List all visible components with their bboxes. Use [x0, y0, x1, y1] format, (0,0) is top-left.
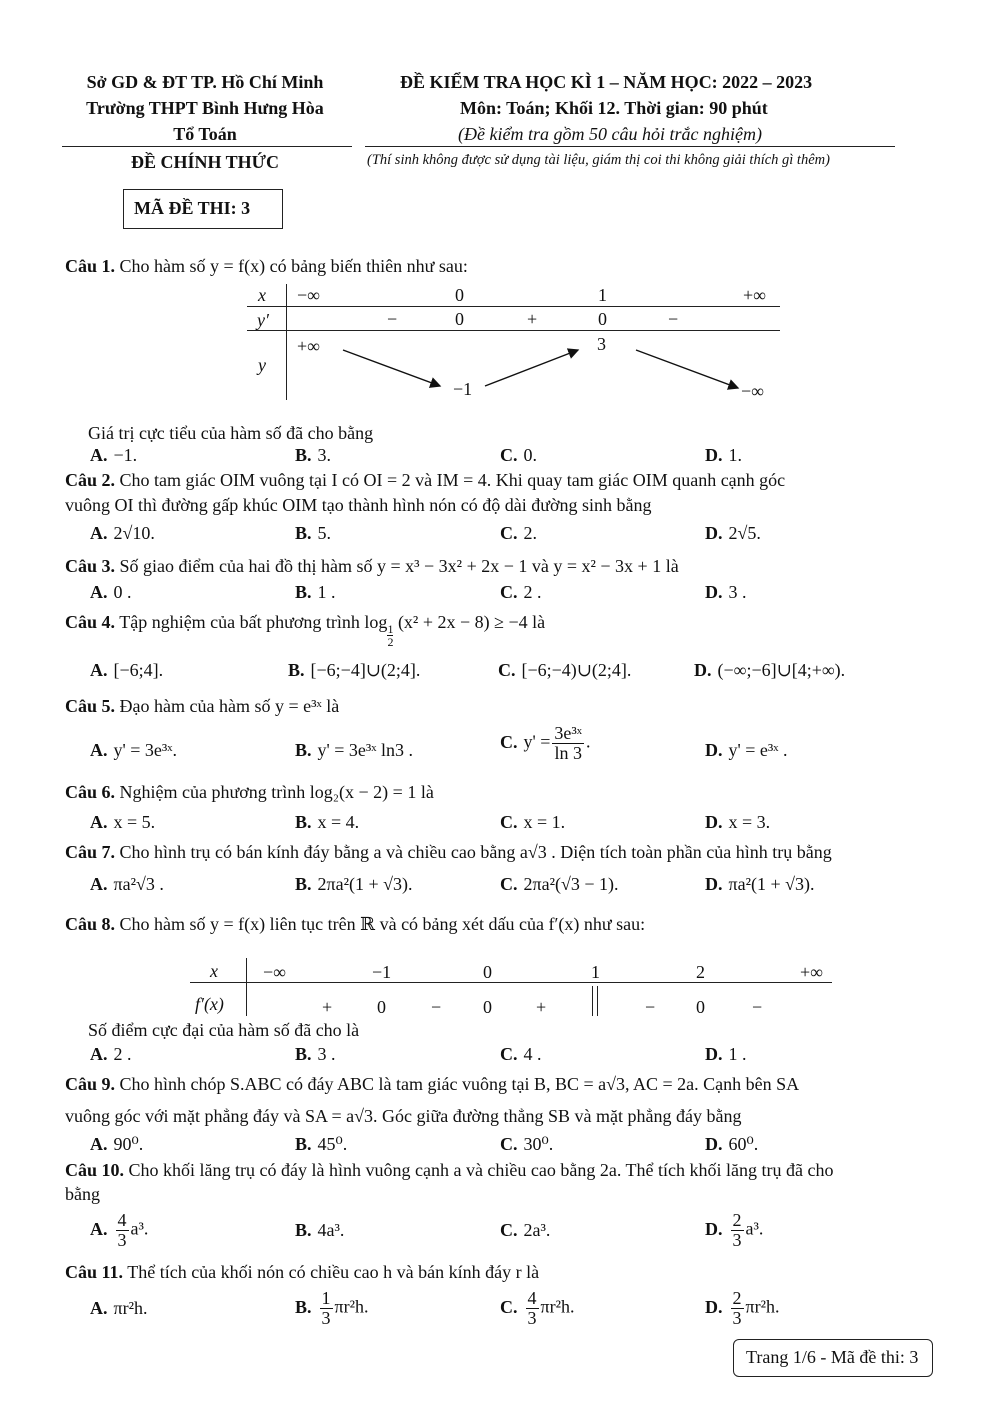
table-fprime-label: f′(x): [195, 994, 224, 1014]
option-label: A.: [90, 1044, 108, 1064]
option-label: C.: [500, 1220, 518, 1240]
option-text: 1.: [728, 445, 742, 465]
option-d[interactable]: [705, 1134, 758, 1155]
option-label: D.: [705, 874, 723, 894]
question-followup: Giá trị cực tiểu của hàm số đã cho bằng: [88, 423, 374, 443]
option-text: x = 3.: [728, 812, 771, 832]
option-label: D.: [705, 445, 723, 465]
option-label: A.: [90, 445, 108, 465]
option-text: πr²h.: [113, 1298, 148, 1318]
option-d[interactable]: [705, 1044, 747, 1065]
option-c[interactable]: [500, 1220, 550, 1241]
question-text-line2: bằng: [65, 1184, 100, 1204]
question-11: [65, 1262, 539, 1283]
log-base-den: 2: [387, 635, 394, 649]
question-4: [65, 612, 545, 648]
option-label: B.: [295, 445, 312, 465]
option-a[interactable]: [90, 740, 177, 761]
question-3: [65, 556, 679, 577]
question-text: Cho hàm số y = f(x) liên tục trên ℝ và có bảng xét dấu của f′(x) như sau:: [119, 914, 646, 934]
table-x-value: −∞: [297, 285, 320, 305]
option-text: y' = e³ˣ .: [728, 740, 788, 760]
option-label: B.: [295, 1044, 312, 1064]
option-text: 2πa²(1 + √3).: [317, 874, 413, 894]
exam-instructions: (Thí sinh không được sử dụng tài liệu, giám thị coi thi không giải thích gì thêm): [367, 152, 830, 168]
option-label: B.: [288, 660, 305, 680]
option-a[interactable]: [90, 660, 163, 681]
option-text: πr²h.: [540, 1296, 575, 1317]
option-label: C.: [498, 660, 516, 680]
option-c[interactable]: [498, 660, 631, 681]
option-text: 0 .: [113, 582, 132, 602]
option-label: C.: [500, 1296, 518, 1317]
option-label: A.: [90, 1134, 108, 1154]
table-sign: 0: [696, 997, 705, 1017]
question-number: Câu 8.: [65, 914, 116, 934]
option-label: C.: [500, 1044, 518, 1064]
fraction-numerator: 2: [732, 1288, 742, 1308]
option-c[interactable]: [500, 874, 619, 895]
option-text: 1 .: [728, 1044, 747, 1064]
question-text: Nghiệm của phương trình log₂(x − 2) = 1 là: [119, 782, 434, 802]
table-y-label: y: [258, 355, 266, 375]
option-label: D.: [705, 1044, 723, 1064]
fraction: [552, 724, 584, 763]
question-text: Tập nghiệm của bất phương trình: [119, 612, 360, 632]
option-b[interactable]: [295, 874, 413, 895]
option-text: [−6;−4]∪(2;4].: [310, 660, 421, 680]
question-followup: Số điểm cực đại của hàm số đã cho là: [88, 1020, 360, 1040]
option-b[interactable]: [295, 523, 331, 544]
option-text: y' =: [523, 731, 551, 752]
log-base-num: 1: [387, 622, 394, 636]
option-d[interactable]: [694, 660, 845, 681]
option-label: B.: [295, 582, 312, 602]
table-sign: −: [752, 997, 763, 1017]
question-text-line2: vuông OI thì đường gấp khúc OIM tạo thành hình nón có độ dài đường sinh bằng: [65, 495, 652, 515]
question-number: Câu 6.: [65, 782, 116, 802]
option-c[interactable]: [500, 812, 565, 833]
option-text: 3.: [317, 445, 332, 465]
table-x-value: +∞: [743, 285, 766, 305]
option-label: B.: [295, 523, 312, 543]
table-x-label: x: [258, 285, 266, 305]
question-text: Thể tích của khối nón có chiều cao h và bán kính đáy r là: [127, 1262, 540, 1282]
option-b[interactable]: [295, 445, 331, 466]
option-d[interactable]: [705, 582, 747, 603]
option-text: 3 .: [728, 582, 747, 602]
table-sign: −: [668, 309, 679, 329]
undefined-marker: [592, 986, 593, 1016]
table-yprime-label: y′: [257, 310, 269, 330]
table-y-value: −1: [453, 379, 473, 399]
option-text: [−6;−4)∪(2;4].: [521, 660, 632, 680]
option-text: 45⁰.: [317, 1134, 348, 1154]
option-text: πa²√3 .: [113, 874, 164, 894]
option-d[interactable]: [705, 812, 770, 833]
option-text: [−6;4].: [113, 660, 164, 680]
option-text: (−∞;−6]∪[4;+∞).: [717, 660, 846, 680]
option-label: D.: [705, 740, 723, 760]
option-a[interactable]: [90, 1298, 147, 1319]
question-text: Cho tam giác OIM vuông tại I có OI = 2 và IM = 4. Khi quay tam giác OIM quanh cạnh góc: [119, 470, 786, 490]
table-x-value: +∞: [800, 962, 823, 982]
option-a[interactable]: [90, 812, 155, 833]
option-label: A.: [90, 874, 108, 894]
dept-name: Sở GD & ĐT TP. Hồ Chí Minh: [86, 72, 324, 92]
undefined-marker: [597, 986, 598, 1016]
option-text: 30⁰.: [523, 1134, 554, 1154]
fraction-numerator: 4: [117, 1210, 127, 1230]
option-b[interactable]: [295, 582, 336, 603]
option-text: 2πa²(√3 − 1).: [523, 874, 619, 894]
option-b[interactable]: [295, 740, 413, 761]
log-base: [387, 623, 393, 648]
table-x-value: 0: [483, 962, 492, 982]
question-number: Câu 4.: [65, 612, 116, 632]
question-number: Câu 7.: [65, 842, 116, 862]
option-text: 90⁰.: [113, 1134, 144, 1154]
fraction-denominator: 3: [527, 1307, 537, 1328]
option-d[interactable]: [705, 1211, 763, 1250]
decrease-arrow: [343, 350, 440, 386]
question-text: Cho hình chóp S.ABC có đáy ABC là tam giác vuông tại B, BC = a√3, AC = 2a. Cạnh bên SA: [119, 1074, 800, 1094]
table-x-value: 2: [696, 962, 705, 982]
table-sign: −: [387, 309, 398, 329]
option-d[interactable]: [705, 740, 787, 761]
option-d[interactable]: [705, 523, 761, 544]
table-x-label: x: [210, 961, 218, 981]
page-footer: Trang 1/6 - Mã đề thi: 3: [746, 1347, 919, 1367]
fraction-denominator: 3: [321, 1307, 331, 1328]
option-label: C.: [500, 1134, 518, 1154]
option-label: C.: [500, 874, 518, 894]
option-label: A.: [90, 1218, 108, 1239]
option-text: y' = 3e³ˣ ln3 .: [317, 740, 413, 760]
fraction-numerator: 1: [321, 1288, 331, 1308]
option-label: A.: [90, 812, 108, 832]
option-d[interactable]: [705, 1289, 779, 1328]
option-a[interactable]: [90, 874, 164, 895]
table-sign: 0: [455, 309, 464, 329]
option-text: −1.: [113, 445, 138, 465]
fraction-numerator: 4: [527, 1288, 537, 1308]
question-9: [65, 1074, 799, 1095]
table-sign: −: [431, 997, 442, 1017]
option-label: C.: [500, 812, 518, 832]
option-label: D.: [705, 812, 723, 832]
question-text: Cho hình trụ có bán kính đáy bằng a và chiều cao bằng a√3 . Diện tích toàn phần của hình trụ bằng: [119, 842, 832, 862]
option-text: x = 5.: [113, 812, 156, 832]
log-symbol: log: [364, 612, 388, 632]
official-label: ĐỀ CHÍNH THỨC: [130, 152, 280, 172]
group-name: Tổ Toán: [173, 124, 237, 144]
option-text: y' = 3e³ˣ.: [113, 740, 177, 760]
option-text: 2a³.: [523, 1220, 551, 1240]
option-c[interactable]: [500, 445, 537, 466]
option-b[interactable]: [295, 1134, 347, 1155]
fraction: [116, 1211, 129, 1250]
decrease-arrow: [636, 350, 738, 388]
option-label: A.: [90, 1298, 108, 1318]
option-label: C.: [500, 445, 518, 465]
option-label: A.: [90, 523, 108, 543]
question-number: Câu 5.: [65, 696, 116, 716]
option-a[interactable]: [90, 1044, 132, 1065]
table-sign: +: [527, 309, 538, 329]
table-sign: 0: [483, 997, 492, 1017]
option-a[interactable]: [90, 582, 132, 603]
variation-arrows: [0, 0, 1000, 420]
table-y-value: 3: [597, 334, 606, 354]
question-number: Câu 2.: [65, 470, 116, 490]
option-c[interactable]: [500, 1289, 574, 1328]
table-x-value: 1: [598, 285, 607, 305]
option-label: C.: [500, 731, 518, 752]
option-text: 2 .: [113, 1044, 132, 1064]
option-b[interactable]: [288, 660, 420, 681]
option-label: A.: [90, 740, 108, 760]
option-label: C.: [500, 582, 518, 602]
increase-arrow: [485, 350, 578, 386]
table-sign: −: [645, 997, 656, 1017]
option-c[interactable]: [500, 1044, 542, 1065]
option-text: a³.: [745, 1218, 764, 1239]
option-text: 2 .: [523, 582, 542, 602]
option-text: 2.: [523, 523, 537, 543]
question-number: Câu 10.: [65, 1160, 125, 1180]
question-2: [65, 470, 785, 491]
option-b[interactable]: [295, 1289, 369, 1328]
table-sign: +: [322, 997, 333, 1017]
option-text: 4 .: [523, 1044, 542, 1064]
question-number: Câu 11.: [65, 1262, 124, 1282]
table-sign: +: [536, 997, 547, 1017]
option-text: 0.: [523, 445, 537, 465]
table-sign: 0: [377, 997, 386, 1017]
option-a[interactable]: [90, 1211, 148, 1250]
fraction-numerator: 3e³ˣ: [554, 723, 582, 743]
question-8: [65, 914, 645, 935]
option-label: D.: [705, 582, 723, 602]
option-label: D.: [705, 1134, 723, 1154]
option-label: B.: [295, 1296, 312, 1317]
option-text: 60⁰.: [728, 1134, 759, 1154]
option-label: A.: [90, 660, 108, 680]
table-row-divider: [190, 982, 832, 983]
question-6: [65, 782, 434, 803]
option-label: B.: [295, 874, 312, 894]
option-c[interactable]: C. y' = $\frac{\text{3e³ˣ}}{\ln 3}$ .: [500, 723, 591, 763]
question-number: Câu 9.: [65, 1074, 116, 1094]
option-label: B.: [295, 1220, 312, 1240]
option-label: B.: [295, 812, 312, 832]
table-x-value: 1: [591, 962, 600, 982]
option-text: 2√10.: [113, 523, 155, 543]
option-text: x = 1.: [523, 812, 566, 832]
option-label: D.: [705, 1296, 723, 1317]
table-col-divider: [246, 958, 247, 1016]
question-5: [65, 696, 339, 717]
question-text-cont: (x² + 2x − 8) ≥ −4 là: [397, 612, 546, 632]
exam-subject: Môn: Toán; Khối 12. Thời gian: 90 phút: [460, 98, 768, 118]
option-c[interactable]: [500, 582, 542, 603]
option-b[interactable]: [295, 1044, 336, 1065]
exam-code: MÃ ĐỀ THI: 3: [134, 198, 251, 218]
table-x-value: 0: [455, 285, 464, 305]
fraction-denominator: 3: [732, 1229, 742, 1250]
option-c[interactable]: [500, 1134, 553, 1155]
table-y-value: −∞: [741, 381, 764, 401]
question-10: [65, 1160, 834, 1181]
fraction: [320, 1289, 333, 1328]
exam-title: ĐỀ KIỂM TRA HỌC KÌ 1 – NĂM HỌC: 2022 – 2023: [400, 72, 813, 92]
question-number: Câu 3.: [65, 556, 116, 576]
question-number: Câu 1.: [65, 256, 116, 276]
option-label: B.: [295, 740, 312, 760]
option-text: 3 .: [317, 1044, 336, 1064]
fraction: [526, 1289, 539, 1328]
question-text: Cho khối lăng trụ có đáy là hình vuông cạnh a và chiều cao bằng 2a. Thể tích khối lăng trụ đã cho: [128, 1160, 834, 1180]
fraction-denominator: ln 3: [554, 742, 582, 763]
table-sign: 0: [598, 309, 607, 329]
question-text-line2: vuông góc với mặt phẳng đáy và SA = a√3. Góc giữa đường thẳng SB và mặt phẳng đáy bằng: [65, 1106, 742, 1126]
question-text: Số giao điểm của hai đồ thị hàm số y = x³ − 3x² + 2x − 1 và y = x² − 3x + 1 là: [119, 556, 679, 576]
option-text: πr²h.: [745, 1296, 780, 1317]
option-label: D.: [705, 1218, 723, 1239]
option-text: a³.: [130, 1218, 149, 1239]
option-d[interactable]: [705, 445, 742, 466]
table-y-value: +∞: [297, 336, 320, 356]
option-label: B.: [295, 1134, 312, 1154]
question-text: Cho hàm số y = f(x) có bảng biến thiên như sau:: [119, 256, 468, 276]
option-text: 5.: [317, 523, 332, 543]
fraction: [731, 1289, 744, 1328]
fraction-denominator: 3: [732, 1307, 742, 1328]
exam-note: (Đề kiểm tra gồm 50 câu hỏi trắc nghiệm): [458, 124, 762, 144]
option-label: D.: [694, 660, 712, 680]
school-name: Trường THPT Bình Hưng Hòa: [86, 98, 324, 118]
question-7: [65, 842, 832, 863]
option-text: 1 .: [317, 582, 336, 602]
option-c[interactable]: [500, 523, 537, 544]
option-label: A.: [90, 582, 108, 602]
question-text: Đạo hàm của hàm số y = e³ˣ là: [119, 696, 340, 716]
option-a[interactable]: [90, 523, 155, 544]
fraction-numerator: 2: [732, 1210, 742, 1230]
option-text: πa²(1 + √3).: [728, 874, 815, 894]
option-text: πr²h.: [334, 1296, 369, 1317]
option-b[interactable]: [295, 812, 359, 833]
option-a[interactable]: [90, 445, 137, 466]
table-x-value: −∞: [263, 962, 286, 982]
fraction-denominator: 3: [117, 1229, 127, 1250]
option-label: D.: [705, 523, 723, 543]
option-text: x = 4.: [317, 812, 360, 832]
option-b[interactable]: [295, 1220, 344, 1241]
fraction: [731, 1211, 744, 1250]
option-text: 2√5.: [728, 523, 761, 543]
option-text: 4a³.: [317, 1220, 345, 1240]
option-a[interactable]: [90, 1134, 143, 1155]
option-label: C.: [500, 523, 518, 543]
option-d[interactable]: [705, 874, 815, 895]
table-x-value: −1: [372, 962, 392, 982]
